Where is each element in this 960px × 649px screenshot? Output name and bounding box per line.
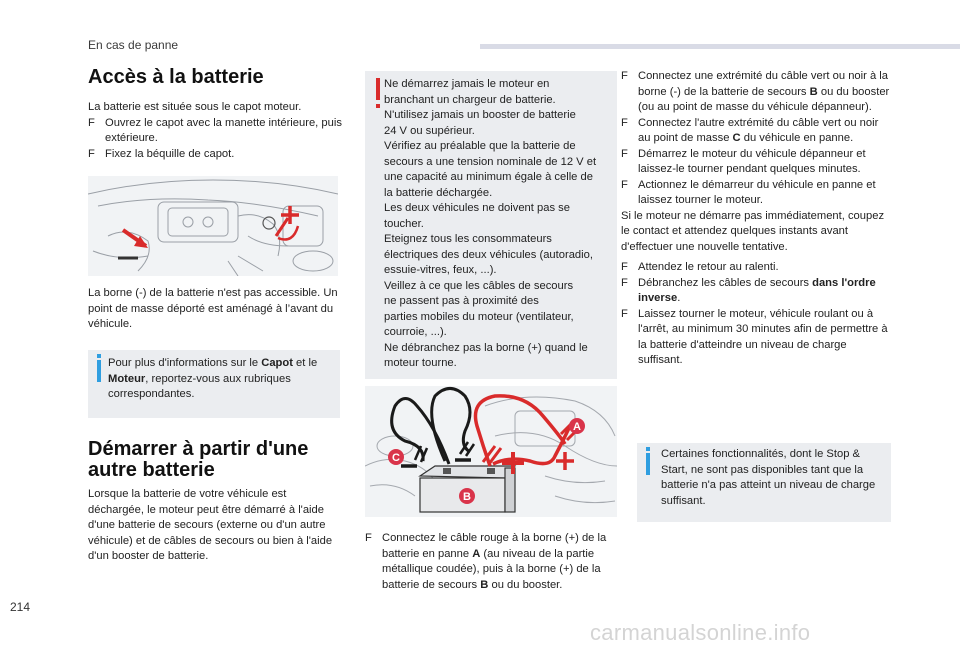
list-item [88,147,343,163]
bullet-marker: F [88,116,95,129]
bullet-text: du véhicule en panne. [740,132,854,144]
list-item [621,116,893,147]
jump-cables-illustration [365,386,617,517]
info-icon-dot [97,354,101,358]
list-item [621,307,893,369]
col1-text-block [88,100,343,162]
warning-box [365,71,617,379]
bullet-text: Débranchez les câbles de secours [638,276,813,289]
list-item [621,276,893,307]
bullet-marker: F [621,178,628,191]
bullet-marker: F [621,70,628,82]
bullet-marker: F [621,261,628,273]
label-a: A [573,421,581,433]
warning-line: moteur tourne. [384,357,457,369]
label-c: C [392,452,400,464]
bullet-text: (au niveau de la partie métallique coudée), puis à la borne (+) de la batterie de secours [382,547,601,591]
page-number: 214 [10,600,31,614]
bullet-text: Actionnez le démarreur du véhicule en panne et laissez tourner le moteur. [638,178,876,206]
bullet-text: . [677,292,681,304]
warning-line: électriques des deux véhicules (autoradio, [384,248,593,261]
bullet-bold: C [732,132,741,144]
info-icon [646,453,650,475]
list-item [621,69,893,116]
list-item [365,531,622,593]
retry-text: Si le moteur ne démarre pas immédiatement, coupez le contact et attendez quelques instants avant d'effectuer une nouvelle tentative. [621,209,885,253]
jump-start-intro: Lorsque la batterie de votre véhicule est déchargée, le moteur peut être démarré à l'aide d'une batterie de secours (externe ou d'un autre véhicule) et de câbles de secours ou bien à l'aide d'un booster de batterie. [88,488,333,562]
warning-line: essuie-vitres, feux, ...). [384,264,497,276]
engine-bay-drawing [88,176,338,276]
bullet-text: Connectez le câble rouge à la borne (+) de la batterie en panne [382,532,607,560]
list-item [621,178,893,209]
bullet-marker: F [88,147,95,160]
list-item [621,260,893,276]
warning-line: Les deux véhicules ne doivent pas se [384,202,570,214]
label-b: B [463,491,471,503]
bullet-text: Connectez l'autre extrémité du câble vert ou noir au point de masse [638,116,879,144]
watermark: carmanualsonline.info [590,620,811,645]
bullet-text: Laissez tourner le moteur, véhicule roulant ou à l'arrêt, au minimum 30 minutes afin de permettre à la batterie d'atteindre un niveau de charge suffisant. [638,307,888,366]
jump-cables-drawing [365,386,617,517]
bullet-text: Ouvrez le capot avec la manette intérieure, puis extérieure. [105,116,342,144]
warning-text [384,77,616,372]
bullet-text: ou du booster. [488,578,563,591]
bullet-bold: A [472,547,481,560]
info-text-part: Pour plus d'informations sur le [108,357,262,369]
heading-jump-start: Démarrer à partir d'une autre batterie [88,438,309,481]
warning-line: une capacité au minimum égale à celle de [384,171,593,183]
info-text: Certaines fonctionnalités, dont le Stop & Start, ne sont pas disponibles tant que la batterie n'a pas atteint un niveau de charge suffisant. [661,448,876,507]
bullet-text: Attendez le retour au ralenti. [638,261,779,273]
bullet-text: Démarrez le moteur du véhicule dépanneur et laissez-le tourner pendant quelques minutes. [638,147,866,175]
warning-line: ne passent pas à proximité des [384,295,539,307]
info-bold-moteur: Moteur [108,372,146,385]
info-text-part: , reportez-vous aux rubriques correspondantes. [108,372,291,400]
bullet-marker: F [621,116,628,129]
warning-line: la batterie déchargée. [384,186,493,199]
battery-location-text: La batterie est située sous le capot moteur. [88,101,302,113]
bullet-marker: F [621,147,628,160]
warning-line: Vérifiez au préalable que la batterie de [384,140,576,152]
warning-line: Ne démarrez jamais le moteur en [384,78,550,90]
heading-battery-access: Accès à la batterie [88,66,264,88]
info-box-stop-start [637,443,891,522]
info-bold-capot: Capot [261,357,293,369]
warning-line: branchant un chargeur de batterie. [384,93,556,106]
ground-point-text: La borne (-) de la batterie n'est pas accessible. Un point de masse déporté est aménagé à l’avant du véhicule. [88,287,338,330]
bullet-text: Fixez la béquille de capot. [105,147,235,160]
info-text [108,356,334,403]
warning-line: 24 V ou supérieur. [384,124,475,137]
bullet-marker: F [621,307,628,320]
warning-line: courroie, ...). [384,326,447,338]
warning-line: Ne débranchez pas la borne (+) quand le [384,341,588,354]
bullet-marker: F [621,276,628,289]
warning-line: toucher. [384,217,424,230]
warning-line: secours a une tension nominale de 12 V et [384,155,597,168]
warning-line: Veillez à ce que les câbles de secours [384,279,574,292]
info-box-hood-engine [88,350,340,418]
bullet-marker: F [365,532,372,544]
col3-steps [621,69,893,369]
warning-line: parties mobiles du moteur (ventilateur, [384,310,574,323]
header-bar [480,44,960,49]
bullet-text: Connectez une extrémité du câble vert ou noir à la borne (-) de la batterie de secours [638,70,888,98]
bullet-bold: B [809,85,818,98]
info-text-part: et le [292,357,318,369]
bullet-bold: B [480,578,489,591]
warning-line: N'utilisez jamais un booster de batterie [384,109,576,121]
bullet-bold: dans l'ordre inverse [638,276,876,304]
bullet-text: ou du booster (ou au point de masse du véhicule dépanneur). [638,85,890,113]
list-item [88,116,343,147]
list-item [621,147,893,178]
section-title: En cas de panne [88,38,179,52]
info-icon [97,360,101,382]
info-icon-dot [646,447,650,451]
engine-bay-illustration [88,176,338,276]
warning-line: Eteignez tous les consommateurs [384,233,552,245]
